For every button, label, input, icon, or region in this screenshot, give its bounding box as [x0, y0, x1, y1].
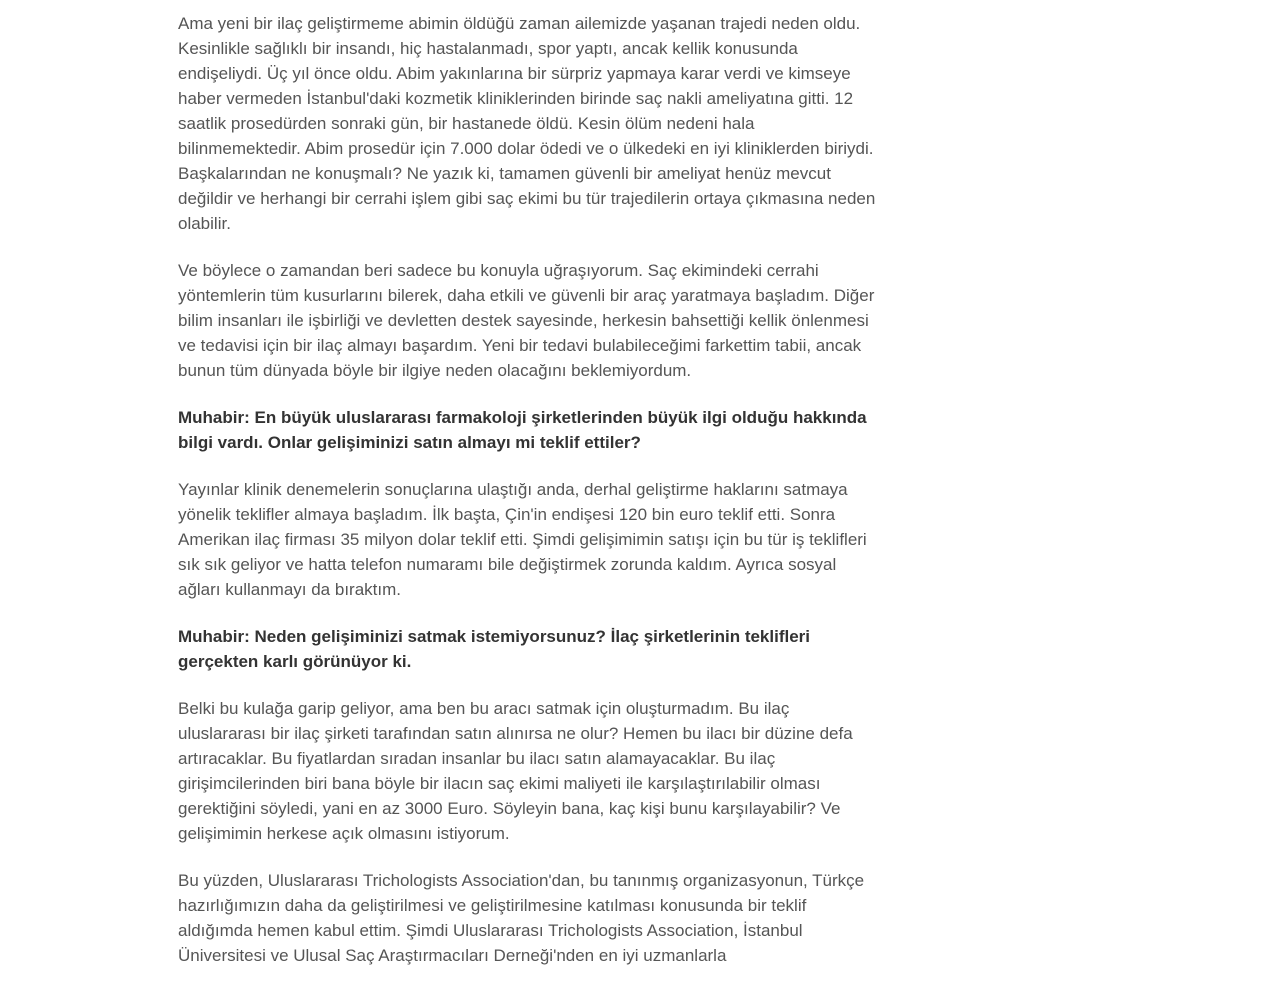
article-paragraph-4: Belki bu kulağa garip geliyor, ama ben bu aracı satmak için oluşturmadım. Bu ilaç uluslararası bir ilaç şirketi tarafından satın alınırsa ne olur? Hemen bu ilacı bir düzine defa artıracaklar. Bu fiyatlardan sıradan insanlar bu ilacı satın alamayacaklar. Bu ilaç girişimcilerinden biri bana böyle bir ilacın saç ekimi maliyeti ile karşılaştırılabilir olması gerektiğini söyledi, yani en az 3000 Euro. Söyleyin bana, kaç kişi bunu karşılayabilir? Ve gelişimimin herkese açık olmasını istiyorum.	[178, 699, 853, 843]
article-body	[178, 11, 878, 990]
interview-question-2: Muhabir: Neden gelişiminizi satmak istemiyorsunuz? İlaç şirketlerinin teklifleri gerçekten karlı görünüyor ki.	[178, 627, 811, 671]
article-paragraph-1: Ama yeni bir ilaç geliştirmeme abimin öldüğü zaman ailemizde yaşanan trajedi neden oldu. Kesinlikle sağlıklı bir insandı, hiç hastalanmadı, spor yaptı, ancak kellik konusunda endişeliydi. Üç yıl önce oldu. Abim yakınlarına bir sürpriz yapmaya karar verdi ve kimseye haber vermeden İstanbul'daki kozmetik kliniklerinden birinde saç nakli ameliyatına gitti. 12 saatlik prosedürden sonraki gün, bir hastanede öldü. Kesin ölüm nedeni hala bilinmemektedir. Abim prosedür için 7.000 dolar ödedi ve o ülkedeki en iyi kliniklerden biriydi. Başkalarından ne konuşmalı? Ne yazık ki, tamamen güvenli bir ameliyat henüz mevcut değildir ve herhangi bir cerrahi işlem gibi saç ekimi bu tür trajedilerin ortaya çıkmasına neden olabilir.	[178, 14, 876, 233]
article-paragraph-2: Ve böylece o zamandan beri sadece bu konuyla uğraşıyorum. Saç ekimindeki cerrahi yöntemlerin tüm kusurlarını bilerek, daha etkili ve güvenli bir araç yaratmaya başladım. Diğer bilim insanları ile işbirliği ve devletten destek sayesinde, herkesin bahsettiği kellik önlenmesi ve tedavisi için bir ilaç almayı başardım. Yeni bir tedavi bulabileceğimi farkettim tabii, ancak bunun tüm dünyada böyle bir ilgiye neden olacağını beklemiyordum.	[178, 261, 875, 380]
article-paragraph-3: Yayınlar klinik denemelerin sonuçlarına ulaştığı anda, derhal geliştirme haklarını satmaya yönelik teklifler almaya başladım. İlk başta, Çin'in endişesi 120 bin euro teklif etti. Sonra Amerikan ilaç firması 35 milyon dolar teklif etti. Şimdi gelişimimin satışı için bu tür iş teklifleri sık sık geliyor ve hatta telefon numaramı bile değiştirmek zorunda kaldım. Ayrıca sosyal ağları kullanmayı da bıraktım.	[178, 480, 867, 599]
interview-question-1: Muhabir: En büyük uluslararası farmakoloji şirketlerinden büyük ilgi olduğu hakkında bilgi vardı. Onlar gelişiminizi satın almayı mi teklif ettiler?	[178, 408, 867, 452]
article-paragraph-5: Bu yüzden, Uluslararası Trichologists Association'dan, bu tanınmış organizasyonun, Türkçe hazırlığımızın daha da geliştirilmesi ve geliştirilmesine katılması konusunda bir teklif aldığımda hemen kabul ettim. Şimdi Uluslararası Trichologists Association, İstanbul Üniversitesi ve Ulusal Saç Araştırmacıları Derneği'nden en iyi uzmanlarla	[178, 871, 865, 965]
